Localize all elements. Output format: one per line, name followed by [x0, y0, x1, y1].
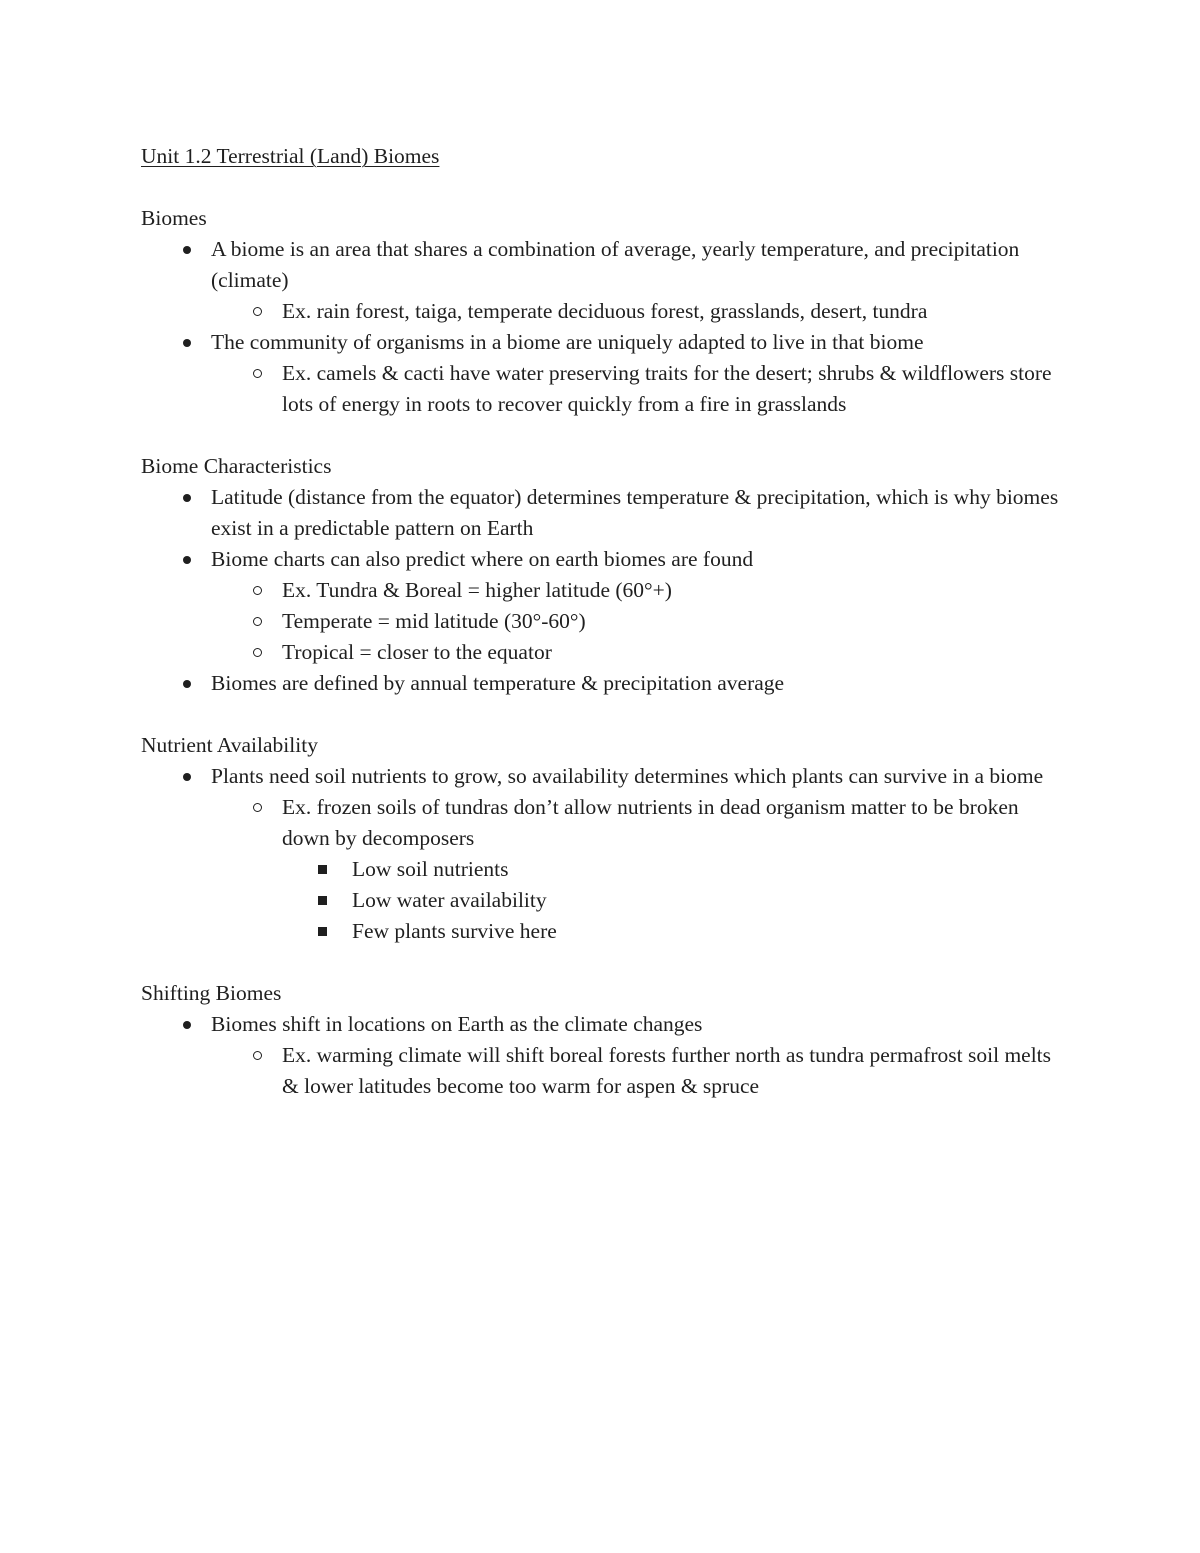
hollow-bullet-icon	[247, 1040, 267, 1071]
filled-bullet-icon	[177, 234, 197, 265]
list-item	[141, 234, 1071, 296]
list-item	[141, 296, 1071, 327]
filled-bullet-icon	[177, 327, 197, 358]
list-item	[141, 1009, 1071, 1040]
filled-bullet-icon	[177, 544, 197, 575]
list-item-text: Few plants survive here	[352, 919, 557, 943]
filled-bullet-icon	[177, 1009, 197, 1040]
list-item-text: Ex. frozen soils of tundras don’t allow nutrients in dead organism matter to be broken down by decomposers	[282, 795, 1019, 850]
section-heading: Biomes	[141, 206, 207, 230]
square-bullet-icon	[312, 885, 332, 916]
list-item	[141, 575, 1071, 606]
hollow-bullet-icon	[247, 296, 267, 327]
list-item	[141, 916, 1071, 947]
list-item-text: Ex. warming climate will shift boreal forests further north as tundra permafrost soil melts & lower latitudes become too warm for aspen & spruce	[282, 1043, 1052, 1098]
list-item	[141, 854, 1071, 885]
list-item-text: Low soil nutrients	[352, 857, 509, 881]
section-heading: Nutrient Availability	[141, 733, 318, 757]
list-item-text: Temperate = mid latitude (30°-60°)	[282, 609, 586, 633]
document-content	[141, 141, 1071, 1133]
list-item	[141, 637, 1071, 668]
hollow-bullet-icon	[247, 637, 267, 668]
list-item-text: The community of organisms in a biome are uniquely adapted to live in that biome	[211, 330, 924, 354]
filled-bullet-icon	[177, 761, 197, 792]
list-item-text: Ex. rain forest, taiga, temperate deciduous forest, grasslands, desert, tundra	[282, 299, 928, 323]
list-item	[141, 792, 1071, 854]
list-item	[141, 544, 1071, 575]
list-item-text: Latitude (distance from the equator) determines temperature & precipitation, which is why biomes exist in a predictable pattern on Earth	[211, 485, 1059, 540]
square-bullet-icon	[312, 854, 332, 885]
section-biome-characteristics	[141, 451, 1071, 699]
list-item	[141, 1040, 1071, 1102]
list-item-text: Plants need soil nutrients to grow, so availability determines which plants can survive in a biome	[211, 764, 1044, 788]
hollow-bullet-icon	[247, 358, 267, 389]
list-item	[141, 358, 1071, 420]
filled-bullet-icon	[177, 482, 197, 513]
list-item	[141, 606, 1071, 637]
filled-bullet-icon	[177, 668, 197, 699]
section-shifting-biomes	[141, 978, 1071, 1102]
list-item-text: A biome is an area that shares a combination of average, yearly temperature, and precipitation (climate)	[211, 237, 1020, 292]
list-item-text: Low water availability	[352, 888, 547, 912]
list-item	[141, 327, 1071, 358]
page-title: Unit 1.2 Terrestrial (Land) Biomes	[141, 144, 440, 168]
list-item	[141, 885, 1071, 916]
section-heading: Biome Characteristics	[141, 454, 332, 478]
hollow-bullet-icon	[247, 606, 267, 637]
section-nutrient-availability	[141, 730, 1071, 947]
list-item-text: Tropical = closer to the equator	[282, 640, 552, 664]
section-biomes	[141, 203, 1071, 420]
list-item-text: Biomes shift in locations on Earth as the climate changes	[211, 1012, 703, 1036]
list-item-text: Ex. camels & cacti have water preserving traits for the desert; shrubs & wildflowers store lots of energy in roots to recover quickly from a fire in grasslands	[282, 361, 1052, 416]
list-item-text: Biome charts can also predict where on earth biomes are found	[211, 547, 754, 571]
hollow-bullet-icon	[247, 575, 267, 606]
list-item	[141, 482, 1071, 544]
list-item-text: Ex. Tundra & Boreal = higher latitude (60°+)	[282, 578, 672, 602]
list-item	[141, 668, 1071, 699]
square-bullet-icon	[312, 916, 332, 947]
section-heading: Shifting Biomes	[141, 981, 282, 1005]
hollow-bullet-icon	[247, 792, 267, 823]
list-item-text: Biomes are defined by annual temperature & precipitation average	[211, 671, 785, 695]
list-item	[141, 761, 1071, 792]
